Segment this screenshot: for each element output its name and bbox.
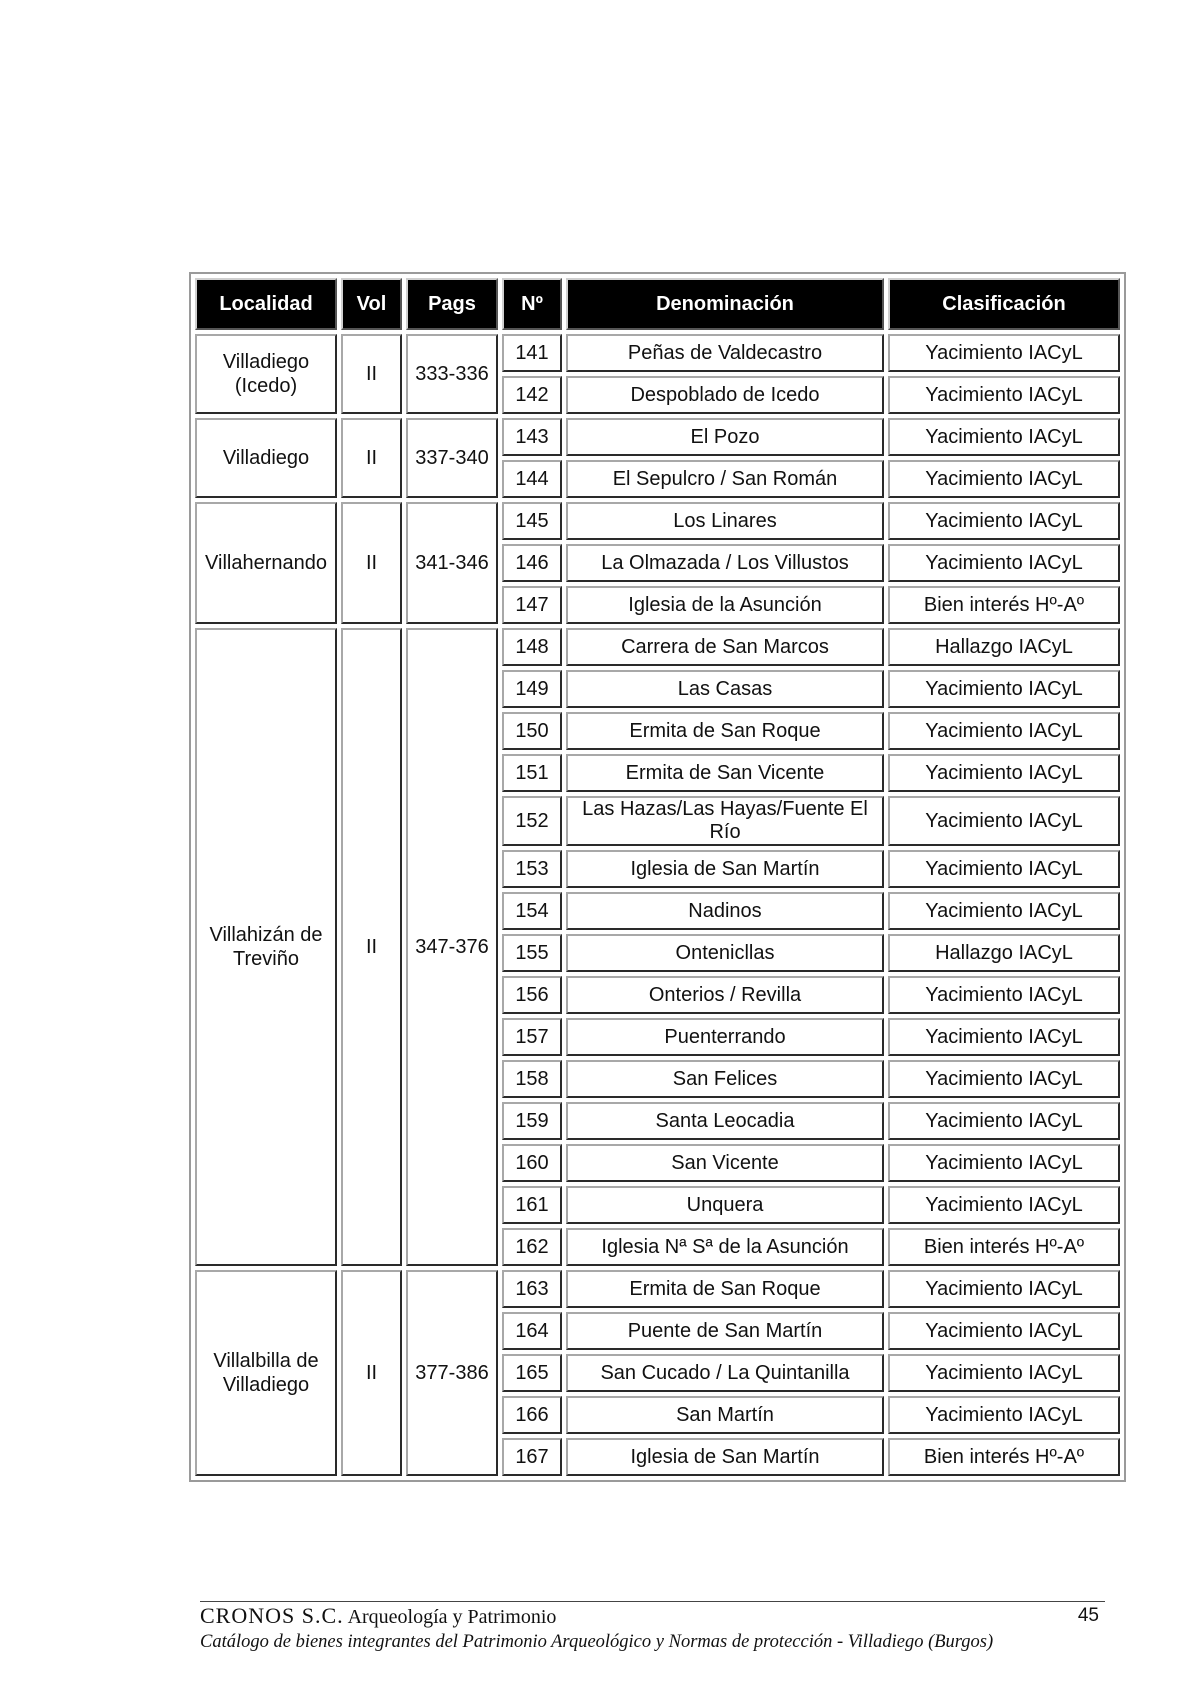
cell-numero: 159 (502, 1102, 562, 1140)
cell-clasificacion: Yacimiento IACyL (888, 712, 1120, 750)
cell-numero: 152 (502, 796, 562, 846)
cell-localidad: Villalbilla de Villadiego (195, 1270, 337, 1476)
cell-pags: 341-346 (406, 502, 498, 624)
cell-denominacion: San Cucado / La Quintanilla (566, 1354, 884, 1392)
footer-brand (200, 1603, 556, 1629)
page-footer (200, 1601, 1105, 1652)
cell-denominacion: Ermita de San Vicente (566, 754, 884, 792)
cell-denominacion: Carrera de San Marcos (566, 628, 884, 666)
cell-denominacion: San Felices (566, 1060, 884, 1098)
cell-numero: 158 (502, 1060, 562, 1098)
cell-clasificacion: Yacimiento IACyL (888, 796, 1120, 846)
cell-clasificacion: Yacimiento IACyL (888, 460, 1120, 498)
footer-divider (200, 1601, 1105, 1602)
cell-clasificacion: Yacimiento IACyL (888, 1102, 1120, 1140)
cell-localidad: Villahernando (195, 502, 337, 624)
header-pags: Pags (406, 278, 498, 330)
cell-denominacion: Iglesia de San Martín (566, 1438, 884, 1476)
cell-clasificacion: Yacimiento IACyL (888, 1144, 1120, 1182)
cell-numero: 154 (502, 892, 562, 930)
cell-numero: 153 (502, 850, 562, 888)
cell-clasificacion: Yacimiento IACyL (888, 850, 1120, 888)
header-row (195, 278, 1120, 330)
cell-denominacion: Ontenicllas (566, 934, 884, 972)
cell-vol: II (341, 334, 402, 414)
cell-pags: 333-336 (406, 334, 498, 414)
cell-numero: 143 (502, 418, 562, 456)
cell-denominacion: Onterios / Revilla (566, 976, 884, 1014)
cell-clasificacion: Yacimiento IACyL (888, 1396, 1120, 1434)
company-tagline: Arqueología y Patrimonio (347, 1606, 557, 1628)
table-header (195, 278, 1120, 330)
cell-vol: II (341, 628, 402, 1266)
cell-vol: II (341, 418, 402, 498)
cell-clasificacion: Yacimiento IACyL (888, 1186, 1120, 1224)
cell-numero: 162 (502, 1228, 562, 1266)
cell-denominacion: Puente de San Martín (566, 1312, 884, 1350)
cell-clasificacion: Yacimiento IACyL (888, 1354, 1120, 1392)
cell-clasificacion: Yacimiento IACyL (888, 976, 1120, 1014)
cell-numero: 146 (502, 544, 562, 582)
cell-clasificacion: Bien interés Hº-Aº (888, 1438, 1120, 1476)
cell-numero: 141 (502, 334, 562, 372)
cell-clasificacion: Yacimiento IACyL (888, 754, 1120, 792)
cell-clasificacion: Yacimiento IACyL (888, 544, 1120, 582)
table-body (195, 334, 1120, 1476)
cell-clasificacion: Yacimiento IACyL (888, 892, 1120, 930)
document-subtitle: Catálogo de bienes integrantes del Patrimonio Arqueológico y Normas de protección - Villadiego (Burgos) (200, 1632, 994, 1652)
cell-localidad: Villadiego (Icedo) (195, 334, 337, 414)
cell-denominacion: Puenterrando (566, 1018, 884, 1056)
cell-denominacion: Peñas de Valdecastro (566, 334, 884, 372)
table-row (195, 502, 1120, 540)
cell-denominacion: Iglesia Nª Sª de la Asunción (566, 1228, 884, 1266)
table-row (195, 1270, 1120, 1308)
cell-numero: 161 (502, 1186, 562, 1224)
cell-denominacion: El Sepulcro / San Román (566, 460, 884, 498)
cell-denominacion: Las Hazas/Las Hayas/Fuente El Río (566, 796, 884, 846)
header-denominacion: Denominación (566, 278, 884, 330)
cell-denominacion: Iglesia de San Martín (566, 850, 884, 888)
cell-numero: 157 (502, 1018, 562, 1056)
cell-clasificacion: Hallazgo IACyL (888, 628, 1120, 666)
cell-numero: 147 (502, 586, 562, 624)
cell-clasificacion: Yacimiento IACyL (888, 1312, 1120, 1350)
table-row (195, 628, 1120, 666)
cell-denominacion: San Martín (566, 1396, 884, 1434)
cell-numero: 144 (502, 460, 562, 498)
cell-denominacion: Nadinos (566, 892, 884, 930)
cell-clasificacion: Hallazgo IACyL (888, 934, 1120, 972)
cell-numero: 155 (502, 934, 562, 972)
cell-denominacion: Unquera (566, 1186, 884, 1224)
cell-numero: 142 (502, 376, 562, 414)
cell-localidad: Villadiego (195, 418, 337, 498)
cell-numero: 163 (502, 1270, 562, 1308)
cell-numero: 149 (502, 670, 562, 708)
cell-clasificacion: Yacimiento IACyL (888, 334, 1120, 372)
cell-clasificacion: Yacimiento IACyL (888, 502, 1120, 540)
cell-denominacion: Despoblado de Icedo (566, 376, 884, 414)
cell-numero: 166 (502, 1396, 562, 1434)
cell-denominacion: Ermita de San Roque (566, 712, 884, 750)
table-row (195, 334, 1120, 372)
cell-denominacion: Los Linares (566, 502, 884, 540)
company-name: CRONOS S.C. (200, 1603, 344, 1628)
cell-numero: 150 (502, 712, 562, 750)
cell-clasificacion: Bien interés Hº-Aº (888, 586, 1120, 624)
cell-denominacion: El Pozo (566, 418, 884, 456)
cell-pags: 377-386 (406, 1270, 498, 1476)
cell-clasificacion: Yacimiento IACyL (888, 1270, 1120, 1308)
cell-numero: 167 (502, 1438, 562, 1476)
cell-pags: 337-340 (406, 418, 498, 498)
cell-numero: 164 (502, 1312, 562, 1350)
cell-numero: 148 (502, 628, 562, 666)
cell-vol: II (341, 1270, 402, 1476)
cell-pags: 347-376 (406, 628, 498, 1266)
cell-numero: 160 (502, 1144, 562, 1182)
cell-clasificacion: Yacimiento IACyL (888, 670, 1120, 708)
header-vol: Vol (341, 278, 402, 330)
cell-clasificacion: Yacimiento IACyL (888, 1060, 1120, 1098)
header-numero: Nº (502, 278, 562, 330)
page-number: 45 (1077, 1605, 1099, 1626)
cell-numero: 151 (502, 754, 562, 792)
cell-clasificacion: Yacimiento IACyL (888, 1018, 1120, 1056)
cell-localidad: Villahizán de Treviño (195, 628, 337, 1266)
header-clasificacion: Clasificación (888, 278, 1120, 330)
cell-clasificacion: Yacimiento IACyL (888, 418, 1120, 456)
cell-denominacion: Iglesia de la Asunción (566, 586, 884, 624)
header-localidad: Localidad (195, 278, 337, 330)
cell-clasificacion: Bien interés Hº-Aº (888, 1228, 1120, 1266)
cell-clasificacion: Yacimiento IACyL (888, 376, 1120, 414)
cell-denominacion: San Vicente (566, 1144, 884, 1182)
table-row (195, 418, 1120, 456)
cell-numero: 145 (502, 502, 562, 540)
cell-denominacion: La Olmazada / Los Villustos (566, 544, 884, 582)
cell-denominacion: Ermita de San Roque (566, 1270, 884, 1308)
cell-numero: 156 (502, 976, 562, 1014)
cell-numero: 165 (502, 1354, 562, 1392)
cell-vol: II (341, 502, 402, 624)
cell-denominacion: Las Casas (566, 670, 884, 708)
cell-denominacion: Santa Leocadia (566, 1102, 884, 1140)
catalog-table (189, 272, 1126, 1482)
